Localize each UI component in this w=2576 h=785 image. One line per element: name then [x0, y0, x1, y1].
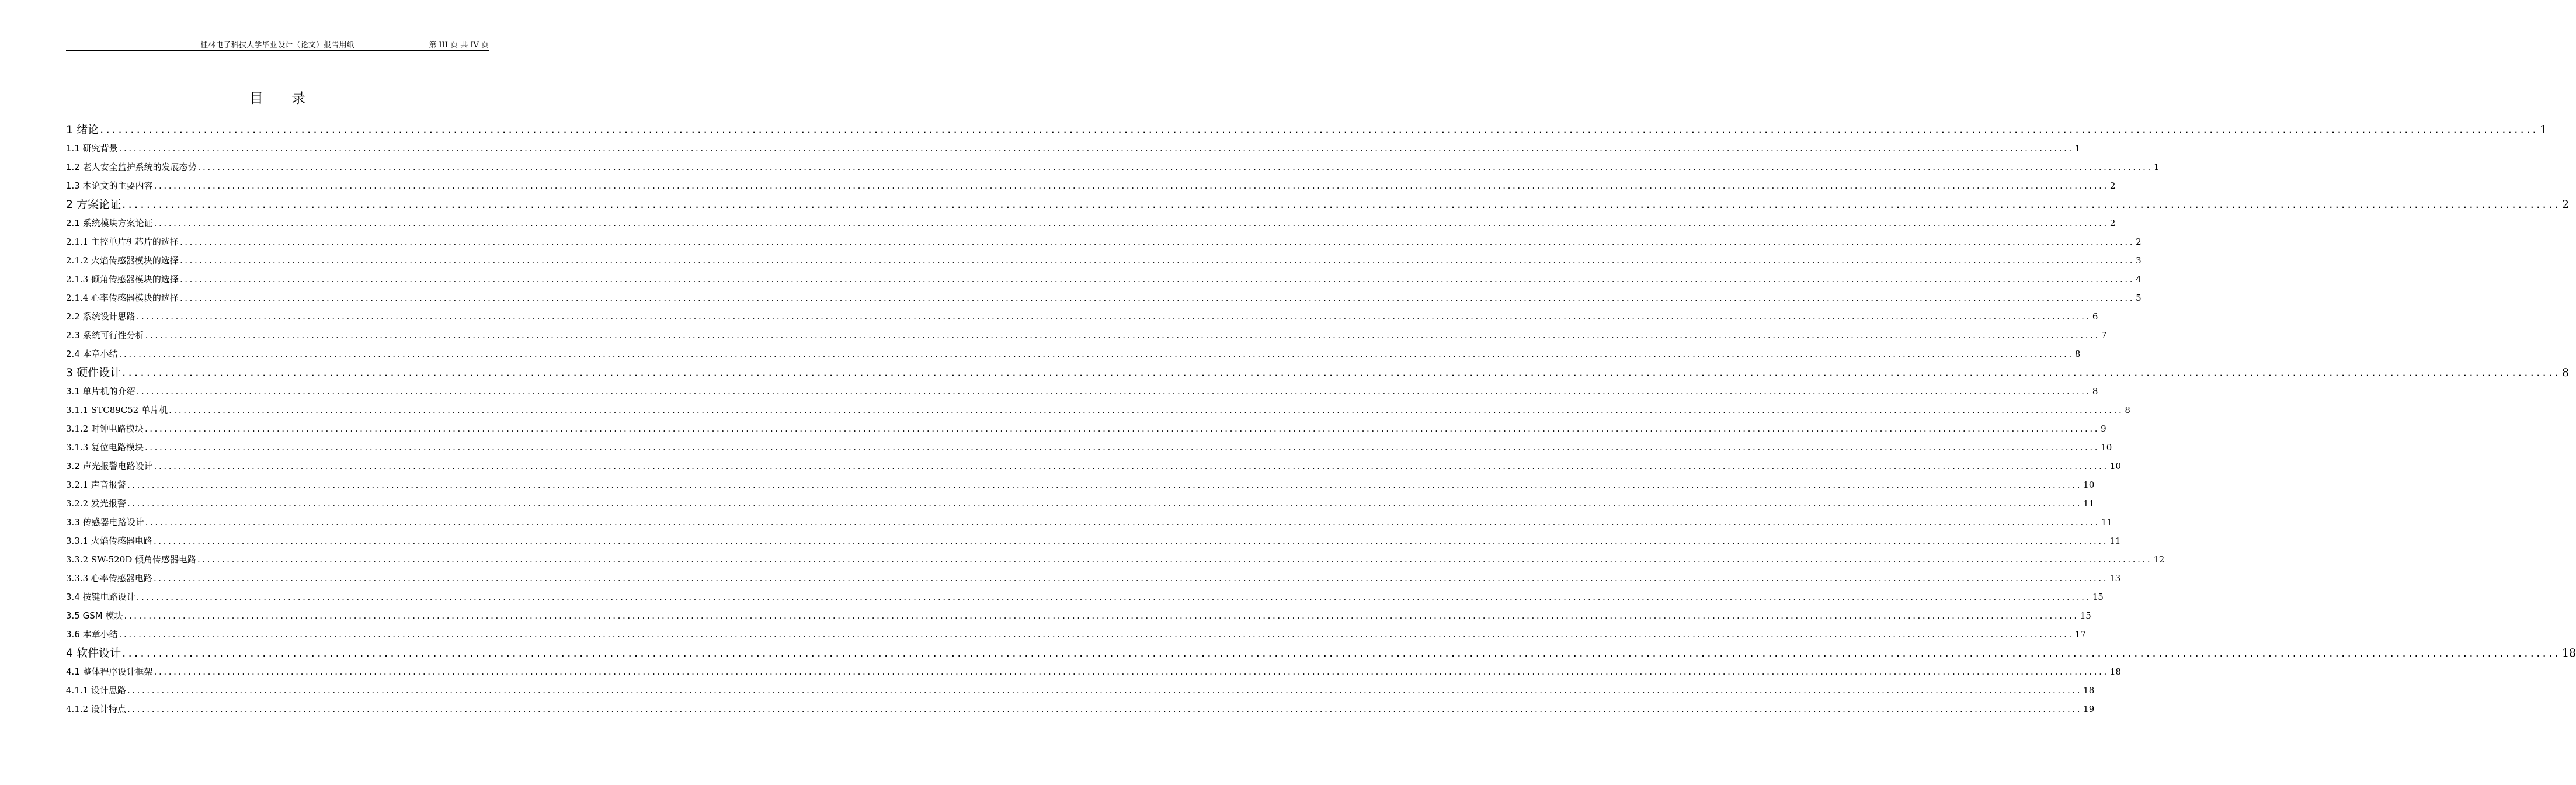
toc-leader-dots: ................................................................................................................................................................................................................................................................................................................................................................................................................ [144, 442, 2100, 453]
toc-entry[interactable] [66, 662, 2121, 681]
toc-leader-dots: ................................................................................................................................................................................................................................................................................................................................................................................................................ [144, 423, 2100, 434]
toc-entry[interactable] [66, 606, 2091, 625]
toc-entry[interactable] [66, 494, 2095, 513]
toc-leader-dots: ................................................................................................................................................................................................................................................................................................................................................................................................................ [197, 162, 2153, 172]
header-title: 桂林电子科技大学毕业设计（论文）报告用纸 [200, 41, 354, 50]
toc-leader-dots: ................................................................................................................................................................................................................................................................................................................................................................................................................ [127, 704, 2083, 714]
toc-entry-page: 1 [2074, 143, 2081, 154]
toc-leader-dots: ................................................................................................................................................................................................................................................................................................................................................................................................................ [154, 666, 2109, 677]
toc-entry-page: 15 [2080, 610, 2091, 621]
toc-entry-page: 6 [2092, 311, 2098, 322]
toc-entry-page: 15 [2092, 592, 2104, 602]
toc-entry-label: 4.1.1 设计思路 [66, 685, 126, 696]
toc-entry-label: 4 软件设计 [66, 647, 121, 659]
toc-leader-dots: ................................................................................................................................................................................................................................................................................................................................................................................................................ [169, 405, 2124, 415]
toc-entry[interactable] [66, 644, 2576, 662]
toc-entry-label: 2 方案论证 [66, 198, 121, 211]
toc-leader-dots: ................................................................................................................................................................................................................................................................................................................................................................................................................ [136, 592, 2091, 602]
toc-entry-page: 8 [2092, 386, 2098, 397]
toc-leader-dots: ................................................................................................................................................................................................................................................................................................................................................................................................................ [127, 498, 2083, 509]
toc-entry-page: 18 [2561, 647, 2576, 659]
toc-entry-page: 2 [2109, 180, 2116, 191]
toc-entry-label: 2.1 系统模块方案论证 [66, 218, 153, 228]
toc-entry-page: 19 [2083, 704, 2095, 714]
toc-entry-label: 3.5 GSM 模块 [66, 610, 123, 621]
toc-entry-label: 1.1 研究背景 [66, 143, 118, 154]
toc-entry-page: 11 [2083, 498, 2095, 509]
toc-entry[interactable] [66, 382, 2098, 401]
toc-entry[interactable] [66, 158, 2160, 176]
toc-leader-dots: ................................................................................................................................................................................................................................................................................................................................................................................................................ [153, 536, 2109, 546]
toc-entry-label: 1.3 本论文的主要内容 [66, 180, 153, 191]
toc-entry[interactable] [66, 681, 2095, 700]
toc-entry-page: 11 [2101, 517, 2112, 527]
toc-entry-label: 3 硬件设计 [66, 366, 121, 379]
toc-entry-label: 2.1.1 主控单片机芯片的选择 [66, 237, 179, 247]
toc-entry[interactable] [66, 176, 2116, 195]
toc-entry-label: 3.1.2 时钟电路模块 [66, 423, 144, 434]
toc-entry-page: 10 [2101, 442, 2112, 453]
toc-leader-dots: ................................................................................................................................................................................................................................................................................................................................................................................................................ [122, 647, 2561, 659]
toc-entry-page: 9 [2101, 423, 2106, 434]
toc-entry-page: 5 [2136, 293, 2142, 303]
toc-entry-page: 7 [2101, 330, 2107, 341]
toc-leader-dots: ................................................................................................................................................................................................................................................................................................................................................................................................................ [100, 123, 2539, 136]
toc-entry-page: 4 [2136, 274, 2142, 284]
toc-entry-page: 18 [2083, 685, 2095, 696]
toc-entry-label: 3.2 声光报警电路设计 [66, 461, 153, 471]
toc-entry-label: 4.1 整体程序设计框架 [66, 666, 153, 677]
toc-entry-label: 2.1.4 心率传感器模块的选择 [66, 293, 179, 303]
toc-entry-page: 18 [2109, 666, 2121, 677]
toc-entry[interactable] [66, 270, 2142, 289]
toc-entry-page: 8 [2074, 349, 2081, 359]
toc-leader-dots: ................................................................................................................................................................................................................................................................................................................................................................................................................ [145, 330, 2100, 341]
toc-entry-label: 3.1 单片机的介绍 [66, 386, 135, 397]
toc-leader-dots: ................................................................................................................................................................................................................................................................................................................................................................................................................ [119, 349, 2074, 359]
toc-entry-label: 3.2.1 声音报警 [66, 480, 126, 490]
toc-leader-dots: ................................................................................................................................................................................................................................................................................................................................................................................................................ [179, 293, 2135, 303]
toc-entry-page: 12 [2153, 554, 2165, 565]
toc-entry[interactable] [66, 419, 2106, 438]
toc-leader-dots: ................................................................................................................................................................................................................................................................................................................................................................................................................ [119, 629, 2074, 640]
page-header [66, 36, 489, 51]
toc-leader-dots: ................................................................................................................................................................................................................................................................................................................................................................................................................ [127, 685, 2083, 696]
toc-entry[interactable] [66, 588, 2104, 606]
toc-entry[interactable] [66, 569, 2121, 588]
toc-entry[interactable] [66, 363, 2570, 382]
toc-entry-label: 3.3.1 火焰传感器电路 [66, 536, 152, 546]
toc-leader-dots: ................................................................................................................................................................................................................................................................................................................................................................................................................ [122, 198, 2561, 211]
toc-entry-label: 3.1.1 STC89C52 单片机 [66, 405, 168, 415]
toc-leader-dots: ................................................................................................................................................................................................................................................................................................................................................................................................................ [179, 237, 2135, 247]
toc-leader-dots: ................................................................................................................................................................................................................................................................................................................................................................................................................ [179, 255, 2135, 266]
toc-entry-label: 2.4 本章小结 [66, 349, 118, 359]
toc-entry[interactable] [66, 307, 2098, 326]
toc-entry-label: 3.2.2 发光报警 [66, 498, 126, 509]
toc-leader-dots: ................................................................................................................................................................................................................................................................................................................................................................................................................ [197, 554, 2153, 565]
toc-entry-page: 10 [2109, 461, 2121, 471]
toc-entry-label: 1 绪论 [66, 123, 99, 136]
toc-entry[interactable] [66, 513, 2112, 532]
toc-entry[interactable] [66, 475, 2095, 494]
toc-entry-page: 2 [2561, 198, 2570, 211]
toc-entry-label: 2.1.3 倾角传感器模块的选择 [66, 274, 179, 284]
toc-entry-page: 2 [2109, 218, 2116, 228]
toc-leader-dots: ................................................................................................................................................................................................................................................................................................................................................................................................................ [153, 573, 2109, 583]
toc-entry-page: 3 [2136, 255, 2142, 266]
toc-entry-page: 8 [2561, 366, 2570, 379]
toc-entry[interactable] [66, 120, 2547, 139]
toc-entry-label: 2.1.2 火焰传感器模块的选择 [66, 255, 179, 266]
toc-entry[interactable] [66, 232, 2142, 251]
toc-entry-label: 1.2 老人安全监护系统的发展态势 [66, 162, 197, 172]
toc-entry[interactable] [66, 401, 2130, 419]
toc-entry-page: 8 [2125, 405, 2130, 415]
toc-entry[interactable] [66, 625, 2086, 644]
toc-leader-dots: ................................................................................................................................................................................................................................................................................................................................................................................................................ [136, 311, 2091, 322]
toc-leader-dots: ................................................................................................................................................................................................................................................................................................................................................................................................................ [119, 143, 2074, 154]
toc-leader-dots: ................................................................................................................................................................................................................................................................................................................................................................................................................ [154, 218, 2109, 228]
toc-entry-label: 2.2 系统设计思路 [66, 311, 135, 322]
toc-entry[interactable] [66, 532, 2121, 550]
toc-entry-page: 1 [2153, 162, 2160, 172]
toc-leader-dots: ................................................................................................................................................................................................................................................................................................................................................................................................................ [124, 610, 2079, 621]
toc-leader-dots: ................................................................................................................................................................................................................................................................................................................................................................................................................ [127, 480, 2083, 490]
toc-entry-page: 17 [2074, 629, 2086, 640]
toc-leader-dots: ................................................................................................................................................................................................................................................................................................................................................................................................................ [136, 386, 2091, 397]
toc-entry[interactable] [66, 326, 2107, 345]
toc-entry-page: 13 [2109, 573, 2121, 583]
toc-entry-label: 3.4 按键电路设计 [66, 592, 135, 602]
toc-entry-label: 4.1.2 设计特点 [66, 704, 126, 714]
toc-entry-label: 3.3.2 SW-520D 倾角传感器电路 [66, 554, 197, 565]
toc-entry[interactable] [66, 251, 2142, 270]
header-page-number: 第 III 页 共 IV 页 [429, 41, 489, 50]
toc-entry-page: 2 [2136, 237, 2142, 247]
toc-entry[interactable] [66, 214, 2116, 232]
toc-leader-dots: ................................................................................................................................................................................................................................................................................................................................................................................................................ [179, 274, 2135, 284]
toc-entry[interactable] [66, 438, 2112, 457]
toc-leader-dots: ................................................................................................................................................................................................................................................................................................................................................................................................................ [154, 461, 2109, 471]
table-of-contents [66, 120, 2576, 718]
toc-entry-label: 3.6 本章小结 [66, 629, 118, 640]
toc-entry-label: 2.3 系统可行性分析 [66, 330, 144, 341]
toc-entry-label: 3.3 传感器电路设计 [66, 517, 144, 527]
toc-entry-label: 3.1.3 复位电路模块 [66, 442, 144, 453]
toc-entry[interactable] [66, 457, 2121, 475]
toc-entry[interactable] [66, 139, 2081, 158]
toc-entry-page: 11 [2109, 536, 2121, 546]
toc-leader-dots: ................................................................................................................................................................................................................................................................................................................................................................................................................ [145, 517, 2100, 527]
toc-leader-dots: ................................................................................................................................................................................................................................................................................................................................................................................................................ [122, 366, 2561, 379]
toc-entry[interactable] [66, 195, 2570, 214]
toc-entry-label: 3.3.3 心率传感器电路 [66, 573, 152, 583]
toc-entry[interactable] [66, 550, 2165, 569]
toc-title: 目录 [249, 90, 333, 106]
toc-entry[interactable] [66, 345, 2081, 363]
toc-leader-dots: ................................................................................................................................................................................................................................................................................................................................................................................................................ [154, 180, 2109, 191]
toc-entry[interactable] [66, 289, 2142, 307]
toc-entry-page: 10 [2083, 480, 2095, 490]
toc-entry[interactable] [66, 700, 2095, 718]
toc-entry-page: 1 [2539, 123, 2547, 136]
